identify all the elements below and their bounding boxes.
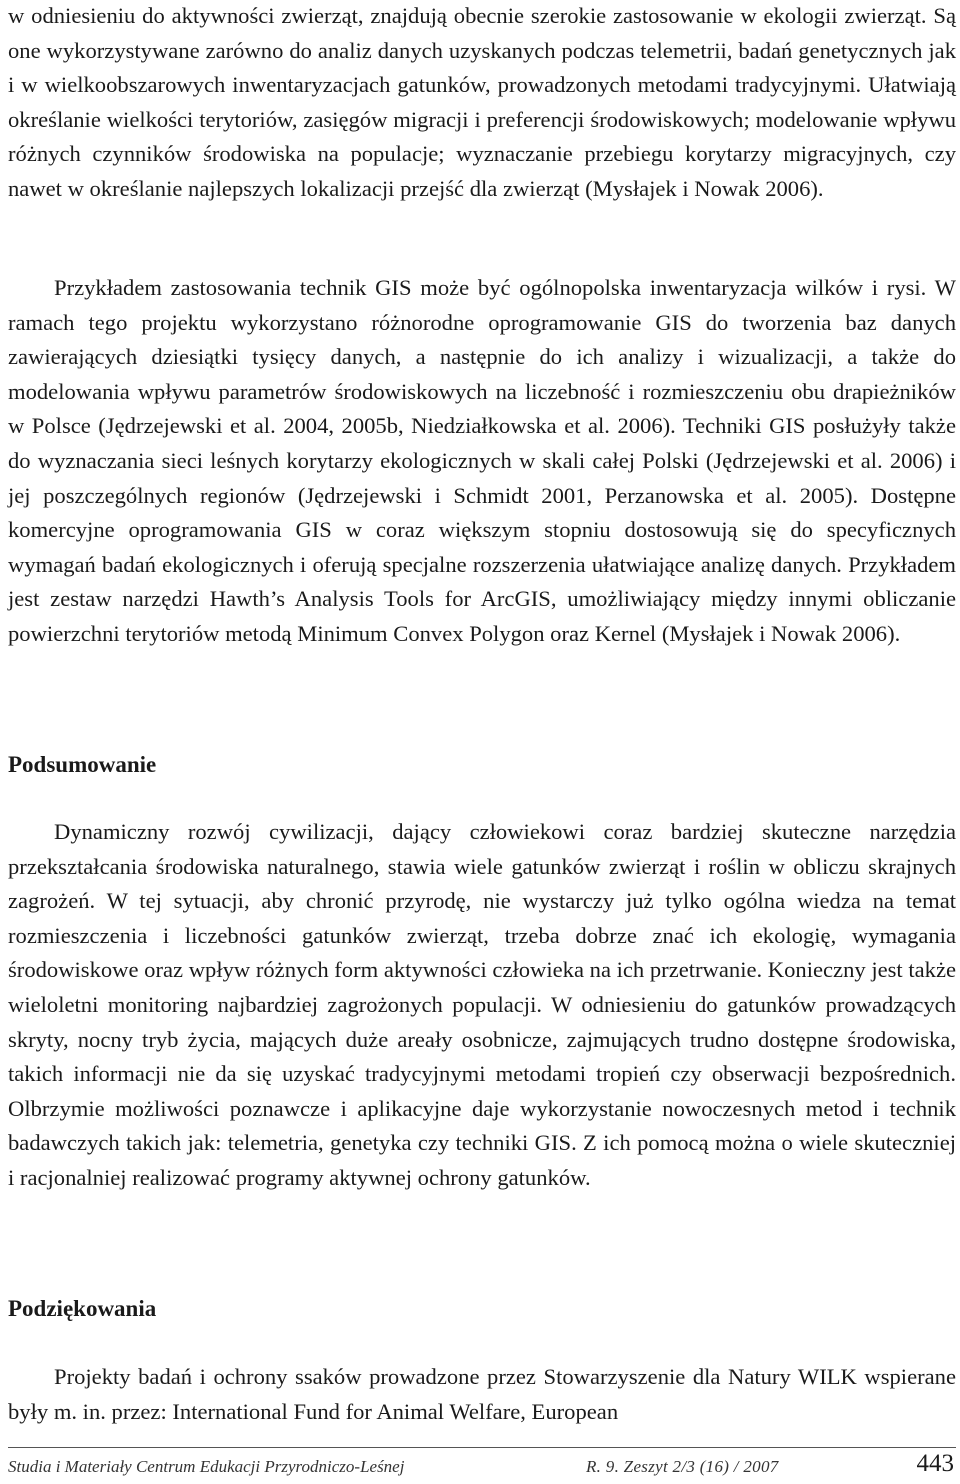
- body-paragraph-gis-example: [8, 271, 956, 652]
- summary-paragraph-text: Dynamiczny rozwój cywilizacji, dający człowiekowi coraz bardziej skuteczne narzędzia przekształcania środowiska naturalnego, stawia wiele gatunków zwierząt i roślin w obliczu skrajnych zagrożeń. W tej sytuacji, aby chronić przyrodę, nie wystarczy już tylko ogólna wiedza na temat rozmieszczenia i liczebności gatunków zwierząt, trzeba dobrze znać ich ekologię, wymagania środowiskowe oraz wpływ różnych form aktywności człowieka na ich przetrwanie. Konieczny jest także wieloletni monitoring najbardziej zagrożonych populacji. W odniesieniu do gatunków prowadzących skryty, nocny tryb życia, mających duże areały osobnicze, zajmujących trudno dostępne środowiska, takich informacji nie da się uzyskać tradycyjnymi metodami tropień czy obserwacji bezpośrednich. Olbrzymie możliwości poznawcze i aplikacyjne daje wykorzystanie nowoczesnych metod i technik badawczych takich jak: telemetria, genetyka czy techniki GIS. Z ich pomocą można o wiele skuteczniej i racjonalniej realizować programy aktywnej ochrony gatunków.: [8, 819, 956, 1190]
- footer-journal-title: Studia i Materiały Centrum Edukacji Przyrodniczo-Leśnej: [8, 1457, 405, 1476]
- body-paragraph-gis-example-text: Przykładem zastosowania technik GIS może być ogólnopolska inwentaryzacja wilków i rysi. W ramach tego projektu wykorzystano różnorodne oprogramowanie GIS do tworzenia baz danych zawierających dziesiątki tysięcy danych, a następnie do ich analizy i wizualizacji, a także do modelowania wpływu parametrów środowiskowych na liczebność i rozmieszczeniu obu drapieżników w Polsce (Jędrzejewski et al. 2004, 2005b, Niedziałkowska et al. 2006). Techniki GIS posłużyły także do wyznaczania sieci leśnych korytarzy ekologicznych w skali całej Polski (Jędrzejewski et al. 2006) i jej poszczególnych regionów (Jędrzejewski i Schmidt 2001, Perzanowska et al. 2005). Dostępne komercyjne oprogramowania GIS w coraz większym stopniu dostosowują się do specyficznych wymagań badań ekologicznych i oferują specjalne rozszerzenia ułatwiające analizę danych. Przykładem jest zestaw narzędzi Hawth’s Analysis Tools for ArcGIS, umożliwiający między innymi obliczanie powierzchni terytoriów metodą Minimum Convex Polygon oraz Kernel (Mysłajek i Nowak 2006).: [8, 275, 956, 646]
- section-heading-summary: Podsumowanie: [8, 752, 157, 777]
- footer-issue-info: R. 9. Zeszyt 2/3 (16) / 2007: [586, 1457, 779, 1476]
- footer-page-number: 443: [916, 1450, 954, 1477]
- summary-paragraph: [8, 815, 956, 1196]
- acknowledgements-paragraph-text: Projekty badań i ochrony ssaków prowadzone przez Stowarzyszenie dla Natury WILK wspierane były m. in. przez: International Fund for Animal Welfare, European: [8, 1364, 956, 1424]
- footer-divider: [8, 1447, 956, 1448]
- acknowledgements-paragraph: [8, 1360, 956, 1429]
- body-paragraph-gis-applications-text: w odniesieniu do aktywności zwierząt, znajdują obecnie szerokie zastosowanie w ekologii zwierząt. Są one wykorzystywane zarówno do analiz danych uzyskanych podczas telemetrii, badań genetycznych jak i w wielkoobszarowych inwentaryzacjach gatunków, prowadzonych metodami tradycyjnymi. Ułatwiają określanie wielkości terytoriów, zasięgów migracji i preferencji środowiskowych; modelowanie wpływu różnych czynników środowiska na populacje; wyznaczanie przebiegu korytarzy migracyjnych, czy nawet w określanie najlepszych lokalizacji przejść dla zwierząt (Mysłajek i Nowak 2006).: [8, 3, 956, 201]
- body-paragraph-gis-applications: [8, 0, 956, 207]
- section-heading-acknowledgements: Podziękowania: [8, 1296, 157, 1321]
- page-footer: [8, 1447, 956, 1484]
